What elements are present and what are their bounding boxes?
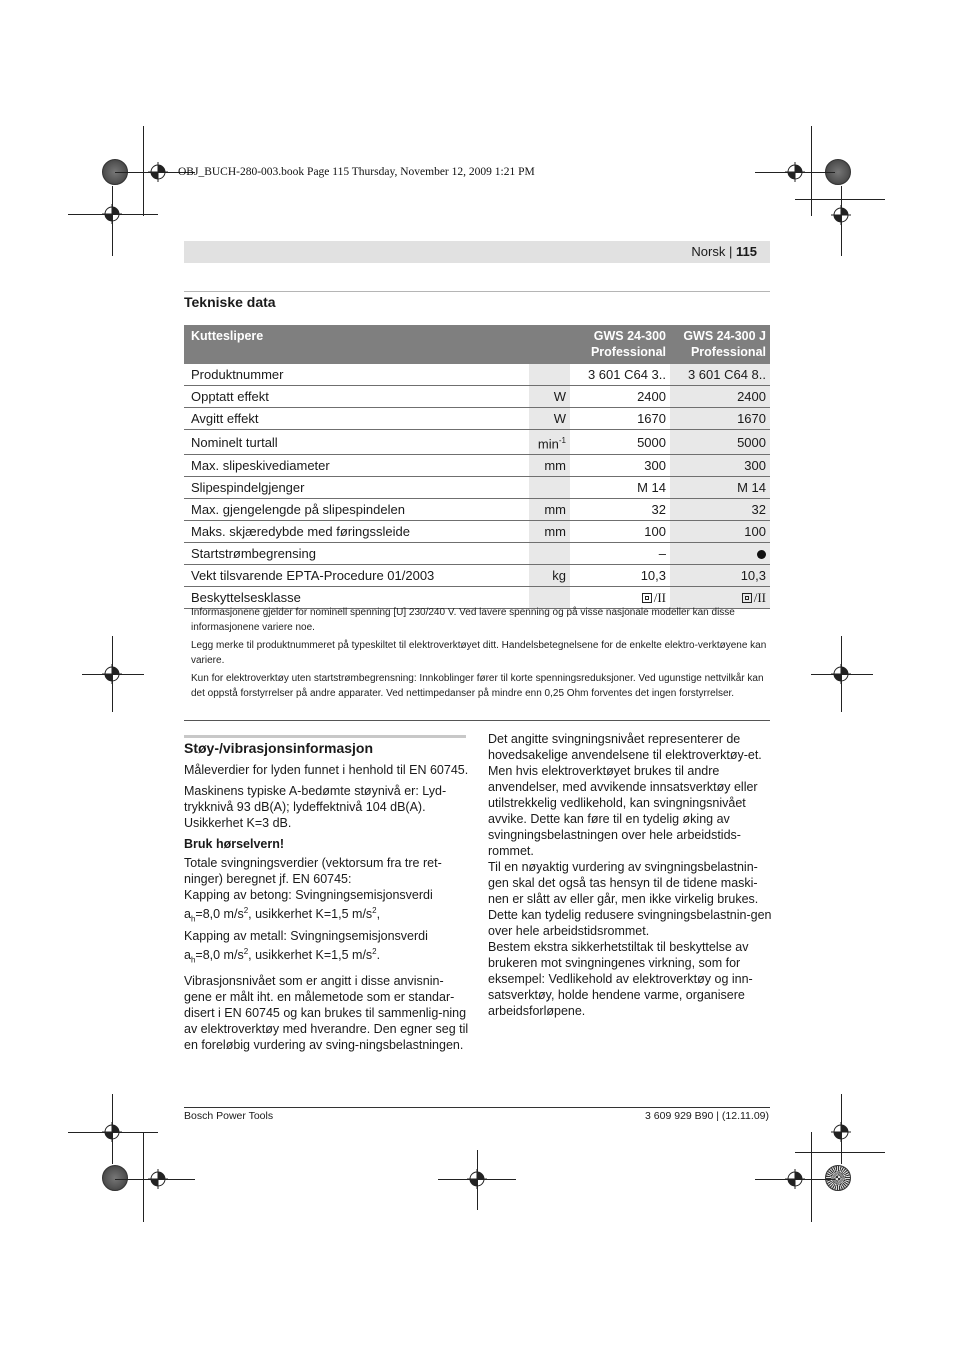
row-value-model-2: /II [670, 587, 770, 609]
row-value-model-2: 100 [670, 521, 770, 543]
registration-crosshair-icon [102, 204, 122, 224]
page-header [691, 244, 757, 259]
row-value-model-2: M 14 [670, 477, 770, 499]
left-column [184, 762, 469, 1058]
spec-table-header [184, 325, 770, 364]
row-unit: mm [529, 521, 570, 543]
table-row [184, 455, 770, 477]
row-value-model-1: 300 [570, 455, 670, 477]
row-value-model-1: 10,3 [570, 565, 670, 587]
footer-divider [184, 1107, 770, 1108]
vibration-value: $a_h=8,0$ $m/s^2$, usikkerhet K=1,5 $m/s^2$, [184, 906, 381, 924]
vibration-value: $a_h=8,0$ $m/s^2$, usikkerhet K=1,5 $m/s^2$. [184, 946, 381, 965]
table-notes [191, 605, 769, 704]
row-value-model-2: 1670 [670, 408, 770, 430]
registration-crosshair-icon [102, 664, 122, 684]
note: Legg merke til produktnummeret på typeskiltet til elektroverktøyet ditt. Handelsbetegnelsene for de enkelte elektro-verktøyene kan variere. [191, 640, 767, 666]
registration-crosshair-icon [831, 664, 851, 684]
registration-crosshair-icon [148, 1169, 168, 1189]
row-label: Vekt tilsvarende EPTA-Procedure 01/2003 [184, 565, 529, 587]
row-unit: W [529, 386, 570, 408]
row-value-model-2 [670, 543, 770, 565]
spec-table [184, 325, 770, 609]
row-label: Max. gjengelengde på slipespindelen [184, 499, 529, 521]
row-unit [529, 364, 570, 386]
row-value-model-1: 3 601 C64 3.. [570, 364, 670, 386]
footer-doc-number: 3 609 929 B90 | (12.11.09) [645, 1110, 769, 1122]
row-label: Max. slipeskivediameter [184, 455, 529, 477]
row-label: Nominelt turtall [184, 430, 529, 455]
note: Kun for elektroverktøy uten startstrømbegrensning: Innkoblinger fører til korte spenningsreduksjoner. Ved ugunstige nettvilkår kan det oppstå forstyrrelser på andre apparater. Ved nettimpedanser på mindre enn 0,25 Ohm forventes det ingen forstyrrelser. [191, 673, 764, 699]
language-label: Norsk [691, 244, 726, 259]
row-unit: W [529, 408, 570, 430]
row-value-model-1: /II [570, 587, 670, 609]
row-unit: mm [529, 499, 570, 521]
table-row [184, 408, 770, 430]
double-insulation-icon [642, 593, 652, 603]
row-value-model-1: 2400 [570, 386, 670, 408]
paragraph: Det angitte svingningsnivået representerer de hovedsakelige anvendelsene til elektroverktøy-et. Men hvis elektroverktøyet brukes til andre anvendelser, med avvikende innsatsverktøy eller utilstrekkelig vedlikehold, kan svingningsnivået avvike. Dette kan føre til en tydelig øking av svingningsbelastningen over hele arbeidstids-rommet. [488, 732, 762, 858]
row-value-model-1: 100 [570, 521, 670, 543]
note: Informasjonene gjelder for nominell spenning [U] 230/240 V. Ved lavere spenning og på visse nasjonale modeller kan disse informasjonene variere noe. [191, 607, 735, 633]
double-insulation-icon [742, 593, 752, 603]
table-row [184, 499, 770, 521]
table-row [184, 543, 770, 565]
row-unit [529, 477, 570, 499]
row-unit: mm [529, 455, 570, 477]
header-model-1: GWS 24-300 Professional [570, 325, 670, 364]
row-label: Opptatt effekt [184, 386, 529, 408]
paragraph: Maskinens typiske A-bedømte støynivå er: Lyd-trykknivå 93 dB(A); lydeffektnivå 104 dB(A). Usikkerhet K=3 dB. [184, 784, 447, 830]
registration-crosshair-icon [785, 1169, 805, 1189]
row-value-model-1: 32 [570, 499, 670, 521]
row-value-model-2: 10,3 [670, 565, 770, 587]
row-value-model-1: – [570, 543, 670, 565]
registration-rosette-icon [825, 1165, 851, 1191]
paragraph: Vibrasjonsnivået som er angitt i disse anvisnin-gene er målt iht. en målemetode som er standar-disert i EN 60745 og kan brukes til sammenlig-ning av elektroverktøy med hverandre. Den egner seg til en foreløbig vurdering av sving-ningsbelastningen. [184, 974, 469, 1053]
warning-text: Bruk hørselvern! [184, 837, 285, 851]
row-label: Maks. skjæredybde med føringssleide [184, 521, 529, 543]
paragraph: Måleverdier for lyden funnet i henhold til EN 60745. [184, 763, 469, 777]
section-divider [184, 720, 770, 721]
row-unit: $\min^{-1}$ [529, 430, 570, 455]
section-title: Tekniske data [184, 294, 276, 310]
table-row [184, 565, 770, 587]
header-model-2: GWS 24-300 J Professional [670, 325, 770, 364]
row-label: Beskyttelsesklasse [184, 587, 529, 609]
registration-crosshair-icon [831, 205, 851, 225]
row-unit: kg [529, 565, 570, 587]
row-value-model-2: 3 601 C64 8.. [670, 364, 770, 386]
row-value-model-2: 32 [670, 499, 770, 521]
row-unit [529, 543, 570, 565]
paragraph: Totale svingningsverdier (vektorsum fra tre ret-ninger) beregnet jf. EN 60745: [184, 856, 442, 886]
row-label: Slipespindelgjenger [184, 477, 529, 499]
registration-crosshair-icon [102, 1122, 122, 1142]
row-label: Produktnummer [184, 364, 529, 386]
paragraph: Kapping av betong: Svingningsemisjonsverdi [184, 888, 433, 902]
row-value-model-2: 5000 [670, 430, 770, 455]
table-row [184, 386, 770, 408]
footer-brand: Bosch Power Tools [184, 1110, 274, 1122]
paragraph: Til en nøyaktig vurdering av svingningsbelastnin-gen skal det også tas hensyn til de tidene maski-nen er slått av eller går, men ikke virkelig brukes. Dette kan tydelig redusere svingningsbelastnin-gen over hele arbeidstidsrommet. [488, 860, 772, 938]
row-value-model-1: 5000 [570, 430, 670, 455]
page-number: 115 [736, 244, 757, 259]
paragraph: Bestem ekstra sikkerhetstiltak til beskyttelse av brukeren mot svingningenes virkning, som for eksempel: Vedlikehold av elektroverktøy og inn-satsverktøy, holde hendene varme, organisere arbeidsforløpene. [488, 940, 753, 1018]
subsection-title: Støy-/vibrasjonsinformasjon [184, 740, 374, 756]
table-row [184, 430, 770, 455]
table-row [184, 364, 770, 386]
row-label: Startstrømbegrensing [184, 543, 529, 565]
filled-dot-icon [757, 550, 766, 559]
registration-crosshair-icon [831, 1122, 851, 1142]
subsection-divider [184, 735, 466, 738]
page-header-bar [184, 241, 770, 263]
print-header: OBJ_BUCH-280-003.book Page 115 Thursday, November 12, 2009 1:21 PM [178, 166, 535, 178]
header-product-type: Kutteslipere [184, 325, 570, 364]
row-value-model-2: 2400 [670, 386, 770, 408]
section-divider [184, 291, 770, 292]
header-separator: | [729, 244, 733, 259]
registration-crosshair-icon [785, 162, 805, 182]
row-label: Avgitt effekt [184, 408, 529, 430]
row-value-model-1: 1670 [570, 408, 670, 430]
row-value-model-2: 300 [670, 455, 770, 477]
registration-rosette-icon [102, 1165, 128, 1191]
right-column [488, 731, 773, 1019]
registration-crosshair-icon [148, 162, 168, 182]
paragraph: Kapping av metall: Svingningsemisjonsverdi [184, 928, 428, 943]
table-row [184, 477, 770, 499]
registration-crosshair-icon [467, 1169, 487, 1189]
row-value-model-1: M 14 [570, 477, 670, 499]
table-row [184, 521, 770, 543]
